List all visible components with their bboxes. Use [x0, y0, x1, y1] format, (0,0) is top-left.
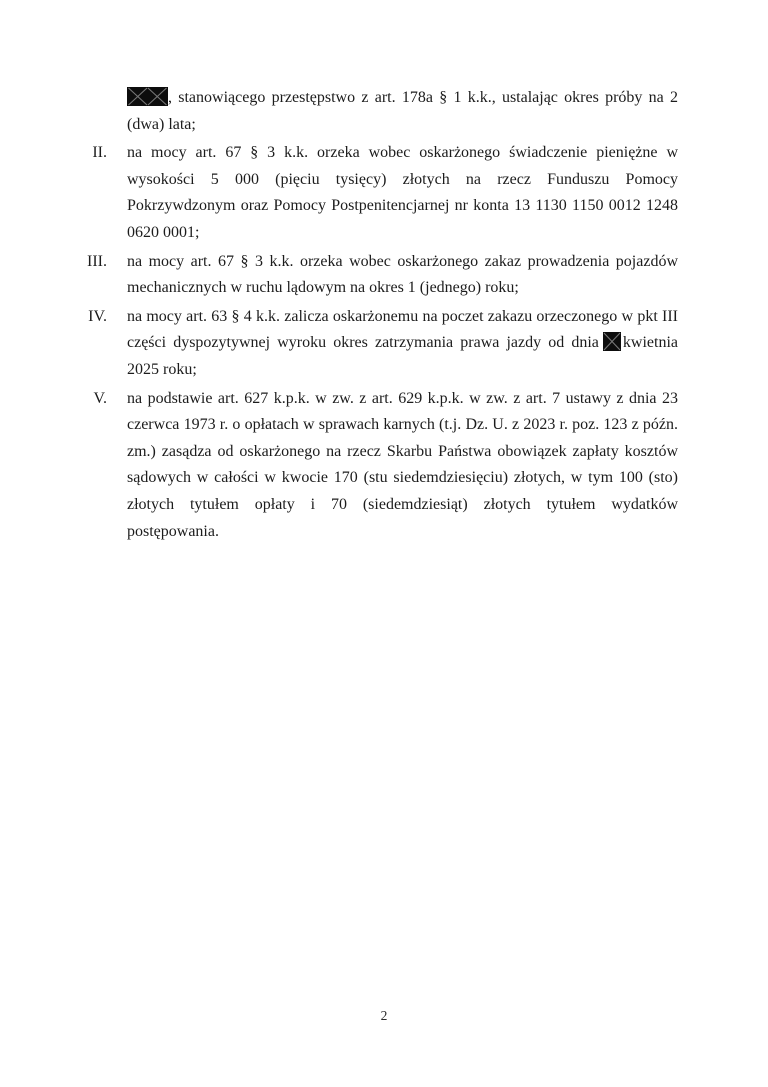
item-text: na podstawie art. 627 k.p.k. w zw. z art. 629 k.p.k. w zw. z art. 7 ustawy z dnia 23 czerwca 1973 r. o opłatach w sprawach karnych (t.j. Dz. U. z 2023 r. poz. 123 z późn. zm.) zasądza od oskarżonego na rzecz Skarbu Państwa obowiązek zapłaty kosztów sądowych w całości w kwocie 170 (stu siedemdziesięciu) złotych, w tym 100 (sto) złotych tytułem opłaty i 70 (siedemdziesiąt) złotych tytułem wydatków postępowania. — [127, 389, 678, 540]
item-text: , stanowiącego przestępstwo z art. 178a § 1 k.k., ustalając okres próby na 2 (dwa) lata; — [127, 89, 678, 133]
judgment-item-III — [87, 249, 678, 302]
item-number: IV. — [88, 307, 107, 325]
redaction-box-small-icon — [603, 332, 621, 351]
judgment-operative-part — [87, 85, 678, 547]
judgment-item-continuation — [127, 85, 678, 138]
judgment-item-V — [93, 386, 678, 546]
judgment-item-II — [92, 140, 678, 246]
item-text: na mocy art. 67 § 3 k.k. orzeka wobec oskarżonego świadczenie pieniężne w wysokości 5 000 (pięciu tysięcy) złotych na rzecz Funduszu Pomocy Pokrzywdzonym oraz Pomocy Postpenitencjarnej nr konta 13 1130 1150 0012 1248 0620 0001; — [127, 144, 678, 241]
item-text-before-redaction: na mocy art. 63 § 4 k.k. zalicza oskarżonemu na poczet zakazu orzeczonego w pkt III części dyspozytywnej wyroku okres zatrzymania prawa jazdy od dnia — [127, 307, 678, 352]
item-number: III. — [87, 252, 107, 270]
item-number: II. — [92, 144, 107, 162]
page-number: 2 — [380, 1008, 388, 1023]
redaction-box-wide-icon — [127, 87, 168, 106]
judgment-item-IV — [88, 304, 678, 384]
item-number: V. — [93, 389, 107, 407]
item-text-after-redaction: kwietnia 2025 roku; — [127, 334, 678, 378]
item-text: na mocy art. 67 § 3 k.k. orzeka wobec oskarżonego zakaz prowadzenia pojazdów mechanicznych w ruchu lądowym na okres 1 (jednego) roku; — [127, 252, 678, 297]
